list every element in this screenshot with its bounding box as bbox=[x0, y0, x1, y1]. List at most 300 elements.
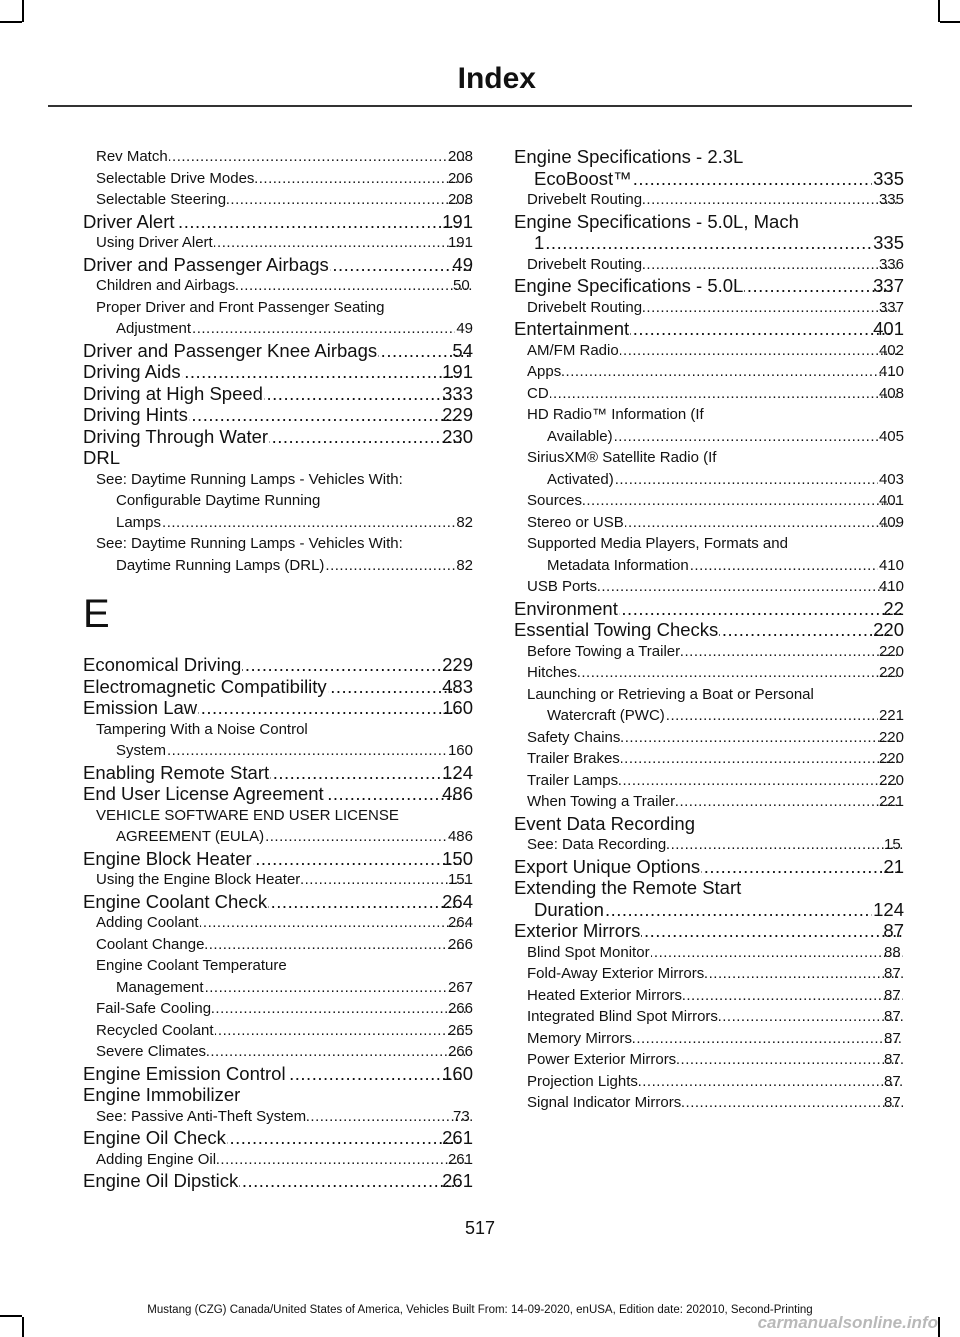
index-entry[interactable] bbox=[514, 619, 904, 641]
dot-leader bbox=[253, 848, 461, 870]
dot-leader bbox=[619, 770, 898, 792]
dot-leader bbox=[633, 1028, 903, 1050]
entry-page-number[interactable]: 191 bbox=[442, 361, 473, 382]
entry-page-number[interactable]: 229 bbox=[442, 404, 473, 425]
index-entry[interactable] bbox=[83, 676, 473, 698]
index-subentry[interactable] bbox=[514, 447, 904, 490]
index-subentry[interactable]: Memory Mirrors ..... 87 bbox=[514, 1028, 904, 1050]
entry-page-number[interactable]: 87 bbox=[883, 920, 904, 941]
entry-text: Electromagnetic Compatibility bbox=[83, 675, 327, 697]
entry-text: Driving Through Water bbox=[83, 425, 269, 447]
entry-page-number[interactable]: 335 bbox=[873, 232, 904, 253]
entry-page-number[interactable]: 160 bbox=[447, 742, 473, 759]
dot-leader bbox=[677, 1049, 903, 1071]
index-subentry[interactable] bbox=[514, 770, 904, 792]
entry-text: Engine Block Heater bbox=[83, 847, 252, 869]
index-entry[interactable] bbox=[514, 146, 904, 189]
index-subentry[interactable] bbox=[83, 232, 473, 254]
entry-page-number[interactable]: 409 bbox=[878, 513, 904, 531]
entry-page-number[interactable]: 483 bbox=[442, 675, 473, 697]
entry-page-number[interactable]: 402 bbox=[878, 341, 904, 359]
entry-text: Duration bbox=[534, 898, 604, 920]
entry-page-number[interactable]: 221 bbox=[878, 793, 904, 810]
dot-leader bbox=[269, 426, 461, 448]
index-column-left bbox=[83, 146, 473, 1192]
index-entry[interactable] bbox=[83, 891, 473, 913]
index-subentry[interactable] bbox=[514, 684, 904, 727]
dot-leader bbox=[630, 318, 892, 340]
entry-text: 1 bbox=[534, 232, 545, 253]
entry-page-number[interactable]: 22 bbox=[883, 597, 904, 619]
dot-leader bbox=[683, 985, 903, 1007]
index-subentry[interactable] bbox=[514, 297, 904, 319]
dot-leader bbox=[239, 1170, 461, 1192]
dot-leader bbox=[690, 555, 878, 577]
entry-text: Recycled Coolant bbox=[96, 1021, 214, 1039]
entry-page-number[interactable]: 261 bbox=[447, 1150, 473, 1168]
index-subentry[interactable] bbox=[83, 934, 473, 956]
entry-page-number[interactable]: 335 bbox=[878, 191, 904, 208]
dot-leader bbox=[583, 490, 898, 512]
entry-text: Economical Driving bbox=[83, 654, 242, 675]
entry-text: Driving Aids bbox=[83, 361, 181, 382]
entry-text: Emission Law bbox=[83, 697, 198, 718]
index-subentry[interactable] bbox=[514, 662, 904, 684]
entry-page-number[interactable]: 150 bbox=[442, 847, 473, 869]
dot-leader bbox=[205, 934, 467, 956]
index-entry[interactable] bbox=[83, 426, 473, 448]
entry-page-number[interactable]: 401 bbox=[873, 318, 904, 339]
index-subentry[interactable]: Fold-Away Exterior Mirrors ..... 87 bbox=[514, 963, 904, 985]
index-entry[interactable] bbox=[514, 275, 904, 297]
dot-leader bbox=[307, 1106, 472, 1128]
index-entry[interactable] bbox=[83, 361, 473, 383]
entry-text: Management bbox=[116, 978, 204, 996]
dot-leader bbox=[330, 254, 472, 276]
index-column-right bbox=[514, 146, 904, 1114]
dot-leader bbox=[215, 1020, 467, 1042]
entry-page-number[interactable]: 220 bbox=[878, 642, 904, 660]
dot-leader bbox=[169, 146, 467, 168]
dot-leader bbox=[643, 189, 898, 211]
entry-page-number[interactable]: 208 bbox=[447, 191, 473, 208]
entry-text: System bbox=[116, 742, 167, 759]
index-subentry[interactable] bbox=[514, 404, 904, 447]
entry-lead-text: See: Daytime Running Lamps - Vehicles With: Configurable Daytime Running bbox=[96, 470, 403, 509]
entry-text: Memory Mirrors bbox=[527, 1029, 632, 1047]
entry-page-number[interactable]: 337 bbox=[878, 298, 904, 316]
dot-leader bbox=[325, 555, 455, 577]
index-entry[interactable] bbox=[514, 920, 904, 942]
index-entry[interactable] bbox=[83, 447, 473, 469]
entry-text: Driver and Passenger Knee Airbags bbox=[83, 339, 378, 361]
dot-leader bbox=[651, 942, 903, 964]
index-subentry[interactable] bbox=[83, 297, 473, 340]
entry-text: Safety Chains bbox=[527, 728, 621, 746]
dot-leader bbox=[301, 869, 467, 891]
entry-page-number[interactable]: 160 bbox=[442, 697, 473, 718]
entry-text: Severe Climates bbox=[96, 1043, 207, 1060]
dot-leader bbox=[198, 697, 461, 719]
watermark: carmanualsonline.info bbox=[757, 1313, 938, 1332]
header-divider bbox=[48, 105, 912, 107]
section-letter: E bbox=[83, 592, 110, 636]
entry-page-number[interactable]: 208 bbox=[447, 148, 473, 165]
index-subentry[interactable] bbox=[514, 254, 904, 276]
crop-mark bbox=[938, 0, 940, 22]
dot-leader bbox=[328, 676, 461, 698]
index-subentry[interactable] bbox=[83, 719, 473, 762]
entry-text: Before Towing a Trailer bbox=[527, 642, 681, 660]
index-subentry[interactable] bbox=[514, 727, 904, 749]
index-subentry[interactable] bbox=[83, 1020, 473, 1042]
entry-page-number[interactable]: 410 bbox=[878, 578, 904, 595]
entry-text: Projection Lights bbox=[527, 1072, 638, 1090]
index-subentry[interactable]: Power Exterior Mirrors ..... 87 bbox=[514, 1049, 904, 1071]
entry-page-number[interactable]: 191 bbox=[442, 210, 473, 232]
entry-text: Rev Match bbox=[96, 148, 168, 165]
index-entry[interactable] bbox=[83, 211, 473, 233]
index-entry[interactable] bbox=[83, 762, 473, 784]
entry-page-number[interactable]: 333 bbox=[442, 382, 473, 404]
index-subentry[interactable] bbox=[514, 791, 904, 813]
entry-page-number[interactable]: 221 bbox=[878, 707, 904, 724]
dot-leader bbox=[621, 727, 898, 749]
entry-text: Driving at High Speed bbox=[83, 382, 263, 404]
entry-text: Signal Indicator Mirrors bbox=[527, 1094, 682, 1111]
index-subentry[interactable]: Signal Indicator Mirrors ..... 87 bbox=[514, 1092, 904, 1114]
entry-text: Coolant Change bbox=[96, 935, 205, 953]
entry-lead-text: Engine Specifications - 2.3L bbox=[514, 146, 744, 167]
crop-mark bbox=[22, 1317, 24, 1337]
index-subentry[interactable]: Projection Lights ..... 87 bbox=[514, 1071, 904, 1093]
dot-leader bbox=[667, 834, 903, 856]
index-subentry[interactable] bbox=[83, 189, 473, 211]
entry-text: Selectable Steering bbox=[96, 191, 227, 208]
entry-text: Adding Engine Oil bbox=[96, 1150, 217, 1168]
crop-mark bbox=[0, 21, 22, 23]
dot-leader bbox=[639, 1071, 903, 1093]
entry-page-number[interactable]: 49 bbox=[456, 320, 473, 337]
index-entry[interactable] bbox=[83, 848, 473, 870]
entry-text: See: Data Recording bbox=[527, 836, 667, 853]
index-subentry[interactable] bbox=[83, 805, 473, 848]
entry-text: Selectable Drive Modes bbox=[96, 169, 255, 187]
entry-text: Watercraft (PWC) bbox=[547, 707, 665, 724]
index-subentry[interactable] bbox=[514, 361, 904, 383]
entry-text: Fold-Away Exterior Mirrors bbox=[527, 965, 705, 982]
entry-text: Driver and Passenger Airbags bbox=[83, 253, 329, 275]
index-entry[interactable] bbox=[83, 654, 473, 676]
entry-page-number[interactable]: 267 bbox=[447, 978, 473, 996]
crop-mark bbox=[940, 21, 960, 23]
dot-leader bbox=[719, 1006, 903, 1028]
index-entry[interactable] bbox=[83, 1170, 473, 1192]
entry-text: Exterior Mirrors bbox=[514, 920, 641, 941]
entry-page-number[interactable]: 265 bbox=[447, 1021, 473, 1039]
dot-leader bbox=[550, 383, 898, 405]
index-subentry[interactable] bbox=[83, 469, 473, 534]
entry-text: Engine Oil Check bbox=[83, 1127, 226, 1148]
entry-text: Heated Exterior Mirrors bbox=[527, 986, 683, 1004]
entry-page-number[interactable]: 336 bbox=[878, 255, 904, 273]
entry-text: Using the Engine Block Heater bbox=[96, 871, 301, 888]
entry-page-number[interactable]: 261 bbox=[442, 1127, 473, 1148]
index-subentry[interactable]: See: Passive Anti-Theft System ..... 73 bbox=[83, 1106, 473, 1128]
entry-page-number[interactable]: 410 bbox=[878, 363, 904, 380]
entry-page-number[interactable]: 160 bbox=[442, 1062, 473, 1084]
entry-page-number[interactable]: 403 bbox=[878, 470, 904, 488]
entry-text: Adding Coolant bbox=[96, 914, 199, 931]
entry-page-number[interactable]: 220 bbox=[878, 728, 904, 746]
index-subentry[interactable] bbox=[83, 912, 473, 934]
entry-page-number[interactable]: 266 bbox=[447, 935, 473, 953]
entry-text: Sources bbox=[527, 492, 583, 509]
entry-lead-text: SiriusXM® Satellite Radio (If bbox=[527, 449, 717, 466]
entry-text: Trailer Lamps bbox=[527, 771, 619, 789]
entry-text: USB Ports bbox=[527, 578, 598, 595]
entry-text: End User License Agreement bbox=[83, 783, 324, 804]
index-entry[interactable] bbox=[83, 383, 473, 405]
dot-leader bbox=[265, 826, 447, 848]
index-entry[interactable] bbox=[83, 1063, 473, 1085]
entry-page-number[interactable]: 49 bbox=[452, 253, 473, 275]
dot-leader bbox=[255, 168, 467, 190]
dot-leader bbox=[325, 783, 461, 805]
page-title: Index bbox=[457, 62, 536, 95]
index-subentry[interactable] bbox=[83, 869, 473, 891]
index-entry[interactable] bbox=[514, 877, 904, 920]
entry-text: Integrated Blind Spot Mirrors bbox=[527, 1008, 718, 1025]
entry-text: Trailer Brakes bbox=[527, 750, 620, 767]
entry-page-number[interactable]: 486 bbox=[442, 783, 473, 804]
dot-leader bbox=[562, 361, 898, 383]
entry-page-number[interactable]: 405 bbox=[878, 427, 904, 445]
entry-text: Driver Alert bbox=[83, 210, 175, 232]
dot-leader bbox=[633, 168, 872, 190]
entry-page-number[interactable]: 261 bbox=[442, 1170, 473, 1191]
footer-text: Mustang (CZG) Canada/United States of America, Vehicles Built From: 14-09-2020, enUSA, Edition date: 202010, Second-Printing bbox=[147, 1304, 813, 1316]
index-entry[interactable] bbox=[83, 1127, 473, 1149]
entry-text: Engine Emission Control bbox=[83, 1062, 286, 1084]
index-entry[interactable] bbox=[83, 1084, 473, 1106]
entry-text: Lamps bbox=[116, 513, 162, 531]
index-subentry[interactable] bbox=[514, 576, 904, 598]
entry-page-number[interactable]: 220 bbox=[878, 664, 904, 681]
entry-text: Event Data Recording bbox=[514, 812, 695, 834]
entry-text: Engine Specifications - 5.0L bbox=[514, 275, 744, 296]
index-subentry[interactable] bbox=[83, 146, 473, 168]
crop-mark bbox=[22, 0, 24, 22]
index-subentry[interactable] bbox=[514, 383, 904, 405]
dot-leader bbox=[214, 232, 467, 254]
dot-leader bbox=[217, 1149, 467, 1171]
dot-leader bbox=[287, 1063, 462, 1085]
entry-lead-text: See: Daytime Running Lamps - Vehicles With: bbox=[96, 535, 403, 552]
entry-text: Hitches bbox=[527, 664, 578, 681]
entry-text: Engine Coolant Check bbox=[83, 890, 268, 912]
index-subentry[interactable] bbox=[83, 1149, 473, 1171]
entry-lead-text: Engine Specifications - 5.0L, Mach bbox=[514, 210, 799, 232]
entry-page-number[interactable]: 54 bbox=[452, 339, 473, 361]
dot-leader bbox=[545, 232, 872, 254]
entry-text: Adjustment bbox=[116, 320, 192, 337]
index-entry[interactable] bbox=[83, 783, 473, 805]
entry-page-number[interactable]: 124 bbox=[873, 898, 904, 920]
dot-leader bbox=[227, 1127, 461, 1149]
index-subentry[interactable] bbox=[83, 533, 473, 576]
entry-text: CD bbox=[527, 384, 549, 402]
entry-text: Available) bbox=[547, 427, 613, 445]
entry-page-number[interactable]: 410 bbox=[878, 556, 904, 574]
entry-page-number[interactable]: 206 bbox=[447, 169, 473, 187]
entry-page-number[interactable]: 266 bbox=[447, 1000, 473, 1017]
index-subentry[interactable] bbox=[514, 189, 904, 211]
entry-page-number[interactable]: 229 bbox=[442, 654, 473, 675]
index-subentry[interactable] bbox=[83, 955, 473, 998]
dot-leader bbox=[578, 662, 898, 684]
entry-page-number[interactable]: 335 bbox=[873, 167, 904, 189]
entry-text: When Towing a Trailer bbox=[527, 793, 676, 810]
entry-text: Engine Oil Dipstick bbox=[83, 1170, 239, 1191]
entry-lead-text: Engine Coolant Temperature bbox=[96, 957, 287, 974]
entry-text: Entertainment bbox=[514, 318, 630, 339]
entry-text: Stereo or USB bbox=[527, 513, 624, 531]
dot-leader bbox=[227, 189, 467, 211]
entry-lead-text: Supported Media Players, Formats and bbox=[527, 535, 788, 552]
index-entry[interactable] bbox=[83, 697, 473, 719]
index-subentry[interactable] bbox=[514, 490, 904, 512]
entry-page-number[interactable]: 220 bbox=[878, 771, 904, 789]
dot-leader bbox=[676, 791, 898, 813]
entry-text: Power Exterior Mirrors bbox=[527, 1051, 677, 1068]
entry-lead-text: Extending the Remote Start bbox=[514, 877, 742, 898]
entry-page-number[interactable]: 264 bbox=[442, 890, 473, 912]
entry-page-number[interactable]: 151 bbox=[447, 871, 473, 888]
dot-leader bbox=[719, 619, 892, 641]
entry-page-number[interactable]: 82 bbox=[456, 556, 473, 574]
dot-leader bbox=[167, 740, 447, 762]
entry-text: Engine Immobilizer bbox=[83, 1084, 241, 1105]
entry-lead-text: VEHICLE SOFTWARE END USER LICENSE bbox=[96, 806, 399, 824]
dot-leader bbox=[619, 598, 903, 620]
index-subentry[interactable]: Heated Exterior Mirrors ..... 87 bbox=[514, 985, 904, 1007]
index-subentry[interactable] bbox=[514, 748, 904, 770]
entry-text: Using Driver Alert bbox=[96, 234, 213, 251]
entry-lead-text: Proper Driver and Front Passenger Seating bbox=[96, 298, 385, 316]
dot-leader bbox=[236, 275, 472, 297]
entry-text: See: Passive Anti-Theft System bbox=[96, 1107, 307, 1125]
index-subentry[interactable] bbox=[83, 998, 473, 1020]
entry-page-number[interactable]: 266 bbox=[447, 1043, 473, 1060]
entry-text: Drivebelt Routing bbox=[527, 255, 643, 273]
entry-page-number[interactable]: 408 bbox=[878, 384, 904, 402]
index-subentry[interactable]: Children and Airbags ..... 50 bbox=[83, 275, 473, 297]
index-entry[interactable] bbox=[514, 856, 904, 878]
index-entry[interactable] bbox=[83, 340, 473, 362]
index-subentry[interactable] bbox=[83, 168, 473, 190]
dot-leader bbox=[701, 856, 902, 878]
index-subentry[interactable]: See: Data Recording ..... 15 bbox=[514, 834, 904, 856]
page-number: 517 bbox=[464, 1218, 496, 1238]
entry-page-number[interactable]: 230 bbox=[442, 425, 473, 447]
entry-page-number[interactable]: 486 bbox=[447, 828, 473, 845]
index-entry[interactable] bbox=[83, 404, 473, 426]
index-entry[interactable] bbox=[83, 254, 473, 276]
dot-leader bbox=[176, 211, 462, 233]
dot-leader bbox=[643, 297, 898, 319]
entry-text: AGREEMENT (EULA) bbox=[116, 828, 265, 845]
entry-text: Daytime Running Lamps (DRL) bbox=[116, 556, 325, 574]
dot-leader bbox=[614, 426, 878, 448]
index-entry[interactable] bbox=[514, 813, 904, 835]
dot-leader bbox=[268, 891, 461, 913]
index-subentry[interactable] bbox=[83, 1041, 473, 1063]
crop-mark bbox=[938, 1317, 940, 1337]
dot-leader bbox=[270, 762, 461, 784]
entry-text: Activated) bbox=[547, 470, 614, 488]
entry-page-number[interactable]: 220 bbox=[878, 750, 904, 767]
entry-text: Export Unique Options bbox=[514, 855, 701, 877]
entry-page-number[interactable]: 82 bbox=[456, 513, 473, 531]
dot-leader bbox=[212, 998, 467, 1020]
index-entry[interactable] bbox=[514, 211, 904, 254]
entry-text: Enabling Remote Start bbox=[83, 761, 270, 783]
dot-leader bbox=[682, 1092, 903, 1114]
dot-leader bbox=[620, 340, 898, 362]
index-subentry[interactable] bbox=[514, 512, 904, 534]
dot-leader bbox=[641, 920, 902, 942]
entry-text: Fail-Safe Cooling bbox=[96, 1000, 212, 1017]
dot-leader bbox=[200, 912, 467, 934]
dot-leader bbox=[625, 512, 898, 534]
entry-page-number[interactable]: 191 bbox=[447, 234, 473, 251]
index-entry[interactable] bbox=[514, 598, 904, 620]
entry-text: Essential Towing Checks bbox=[514, 619, 719, 640]
dot-leader bbox=[162, 512, 455, 534]
entry-text: Metadata Information bbox=[547, 556, 689, 574]
dot-leader bbox=[207, 1041, 467, 1063]
entry-page-number[interactable]: 21 bbox=[883, 855, 904, 877]
entry-page-number[interactable]: 124 bbox=[442, 761, 473, 783]
dot-leader bbox=[182, 361, 461, 383]
entry-text: Children and Airbags bbox=[96, 277, 236, 294]
dot-leader bbox=[205, 977, 447, 999]
entry-text: Blind Spot Monitor bbox=[527, 943, 650, 961]
index-subentry[interactable]: Blind Spot Monitor ..... 88 bbox=[514, 942, 904, 964]
entry-page-number[interactable]: 264 bbox=[447, 914, 473, 931]
entry-text: DRL bbox=[83, 447, 121, 468]
dot-leader bbox=[192, 318, 455, 340]
index-subentry[interactable]: Integrated Blind Spot Mirrors ..... 87 bbox=[514, 1006, 904, 1028]
dot-leader bbox=[615, 469, 878, 491]
dot-leader bbox=[681, 641, 898, 663]
index-subentry[interactable] bbox=[514, 340, 904, 362]
index-entry[interactable] bbox=[514, 318, 904, 340]
dot-leader bbox=[705, 963, 903, 985]
index-subentry[interactable] bbox=[514, 533, 904, 576]
dot-leader bbox=[242, 654, 461, 676]
index-subentry[interactable] bbox=[514, 641, 904, 663]
dot-leader bbox=[666, 705, 878, 727]
entry-text: Drivebelt Routing bbox=[527, 191, 643, 208]
entry-page-number[interactable]: 401 bbox=[878, 492, 904, 509]
entry-text: Environment bbox=[514, 597, 618, 619]
entry-text: Driving Hints bbox=[83, 404, 188, 425]
entry-page-number[interactable]: 337 bbox=[873, 275, 904, 296]
entry-page-number[interactable]: 220 bbox=[873, 619, 904, 640]
entry-lead-text: Launching or Retrieving a Boat or Personal bbox=[527, 685, 814, 703]
